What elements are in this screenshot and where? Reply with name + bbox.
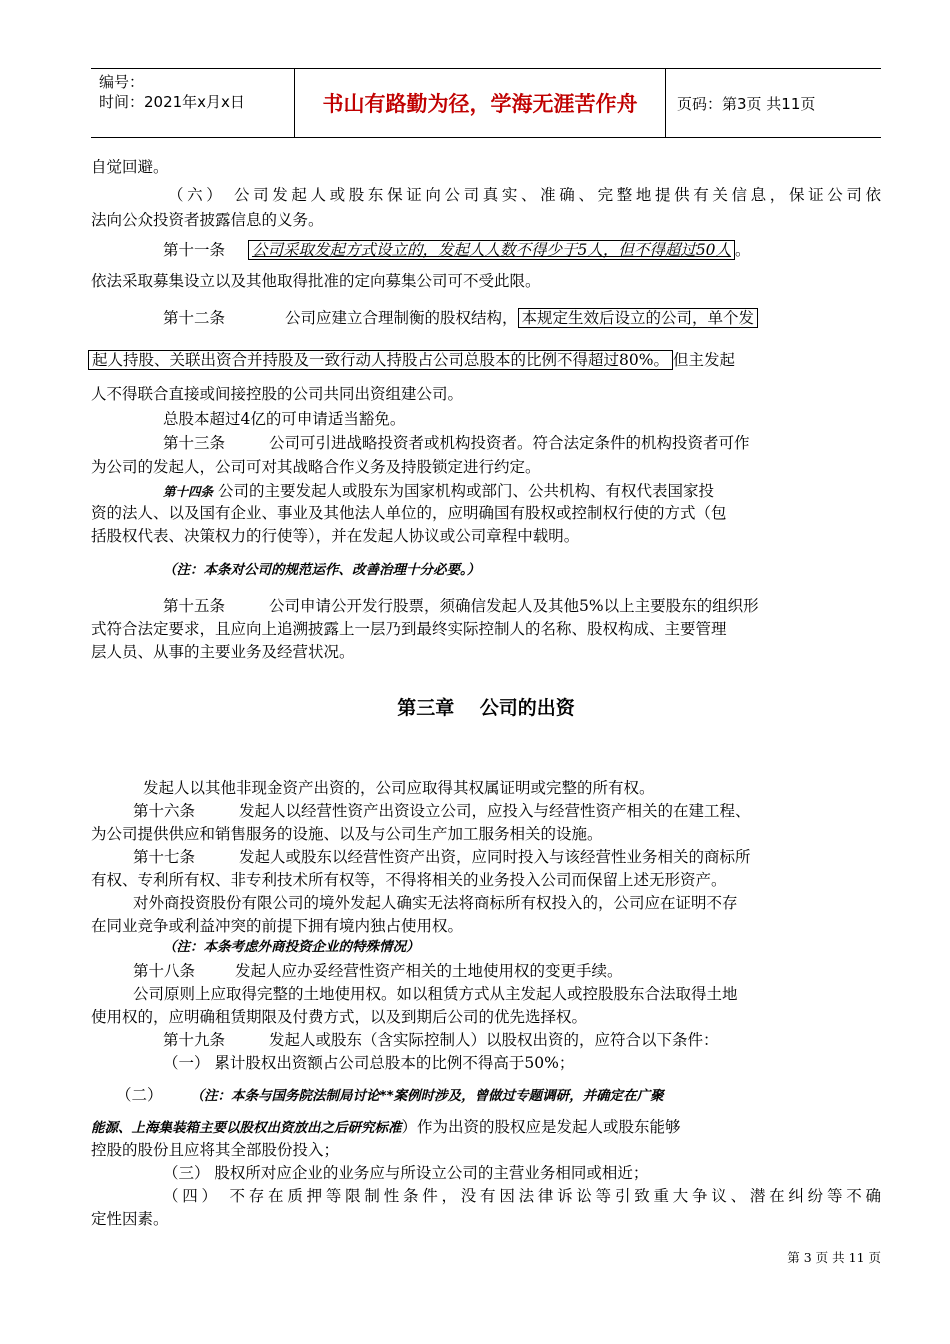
note: 能源、上海集装箱主要以股权出资放出之后研究标准	[91, 1120, 402, 1136]
text-line: （三） 股权所对应企业的业务应与所设立公司的主营业务相同或相近；	[163, 1164, 649, 1182]
clause-2	[116, 1085, 906, 1106]
header-divider	[665, 69, 666, 137]
text-line: （六） 公司发起人或股东保证向公司真实、准确、完整地提供有关信息，保证公司依	[168, 186, 881, 204]
article-18	[133, 961, 923, 981]
chapter-title: 第三章 公司的出资	[397, 697, 575, 719]
text-line: （一） 累计股权出资额占公司总股本的比例不得高于50%；	[163, 1054, 575, 1072]
article-text: 发起人应办妥经营性资产相关的土地使用权的变更手续。	[235, 962, 623, 980]
text-line: 总股本超过4亿的可申请适当豁免。	[163, 410, 406, 428]
text-line: 发起人以其他非现金资产出资的，公司应取得其权属证明或完整的所有权。	[143, 779, 655, 797]
text-line: 自觉回避。	[91, 158, 169, 176]
article-16	[133, 801, 881, 821]
article-number: 第十二条	[163, 309, 226, 327]
text-line: 在同业竞争或利益冲突的前提下拥有境内独占使用权。	[91, 917, 464, 935]
article-13	[163, 433, 881, 453]
article-15	[163, 596, 881, 616]
text-line: 对外商投资股份有限公司的境外发起人确实无法将商标所有权投入的，公司应在证明不存	[133, 894, 738, 912]
article-number: 第十四条	[163, 484, 214, 499]
note: （注：本条对公司的规范运作、改善治理十分必要。）	[163, 562, 481, 578]
page-footer: 第 3 页 共 11 页	[787, 1250, 881, 1265]
text-line: 使用权的，应明确租赁期限及付费方式，以及到期后公司的优先选择权。	[91, 1008, 588, 1026]
article-12	[163, 308, 883, 328]
header-motto: 书山有路勤为径，学海无涯苦作舟	[322, 92, 638, 116]
text-line: 控股的股份且应将其全部股份投入；	[91, 1141, 340, 1159]
text-line: 人不得联合直接或间接控股的公司共同出资组建公司。	[91, 385, 464, 403]
article-text: 发起人或股东（含实际控制人）以股权出资的，应符合以下条件：	[269, 1031, 719, 1049]
article-19	[163, 1030, 950, 1050]
article-text: 公司的主要发起人或股东为国家机构或部门、公共机构、有权代表国家投	[213, 482, 714, 500]
article-text: 公司申请公开发行股票，须确信发起人及其他5%以上主要股东的组织形	[269, 597, 759, 615]
article-number: 第十九条	[163, 1031, 226, 1049]
article-number: 第十六条	[133, 802, 196, 820]
text-line	[91, 1117, 881, 1138]
article-number: 第十三条	[163, 434, 226, 452]
text-line: 资的法人、以及国有企业、事业及其他法人单位的，应明确国有股权或控制权行使的方式（包	[91, 504, 727, 522]
header-meta	[99, 72, 299, 112]
text-line: 公司原则上应取得完整的土地使用权。如以租赁方式从主发起人或控股股东合法取得土地	[133, 985, 738, 1003]
article-14	[163, 481, 881, 502]
text-line: 有权、专利所有权、非专利技术所有权等，不得将相关的业务投入公司而保留上述无形资产。	[91, 871, 727, 889]
text-line: 为公司提供供应和销售服务的设施、以及与公司生产加工服务相关的设施。	[91, 825, 603, 843]
header-number: 编号：	[99, 73, 145, 91]
boxed-clause: 本规定生效后设立的公司，单个发	[518, 308, 759, 328]
punctuation: 。	[735, 241, 751, 259]
note: （注：本条与国务院法制局讨论**案例时涉及，曾做过专题调研，并确定在广聚	[190, 1088, 664, 1104]
text-line: 法向公众投资者披露信息的义务。	[91, 211, 324, 229]
text-line: 定性因素。	[91, 1210, 169, 1228]
article-number: 第十五条	[163, 597, 226, 615]
header-time: 时间：2021年x月x日	[99, 93, 245, 111]
note: （注：本条考虑外商投资企业的特殊情况）	[163, 939, 420, 955]
text-fragment: ）作为出资的股权应是发起人或股东能够	[401, 1118, 681, 1136]
page-header	[91, 68, 881, 138]
text-line: 依法采取募集设立以及其他取得批准的定向募集公司可不受此限。	[91, 272, 541, 290]
text-line: 括股权代表、决策权力的行使等），并在发起人协议或公司章程中载明。	[91, 527, 580, 545]
article-number: 第十八条	[133, 962, 196, 980]
article-11	[163, 240, 903, 260]
clause-number: （二）	[116, 1086, 163, 1104]
text-line: 式符合法定要求，且应向上追溯披露上一层乃到最终实际控制人的名称、股权构成、主要管理	[91, 620, 727, 638]
article-number: 第十一条	[163, 241, 226, 259]
text-fragment: 但主发起	[672, 351, 735, 369]
boxed-clause: 起人持股、关联出资合并持股及一致行动人持股占公司总股本的比例不得超过80%。	[88, 350, 673, 370]
article-text: 发起人以经营性资产出资设立公司，应投入与经营性资产相关的在建工程、	[239, 802, 751, 820]
article-number: 第十七条	[133, 848, 196, 866]
text-line: （四） 不存在质押等限制性条件，没有因法律诉讼等引致重大争议、潜在纠纷等不确	[163, 1187, 881, 1205]
text-line: 为公司的发起人，公司可对其战略合作义务及持股锁定进行约定。	[91, 458, 541, 476]
text-line	[91, 350, 881, 370]
header-page-info: 页码：第3页 共11页	[677, 94, 816, 113]
article-text: 公司可引进战略投资者或机构投资者。符合法定条件的机构投资者可作	[269, 434, 750, 452]
article-text: 公司应建立合理制衡的股权结构，	[285, 309, 518, 327]
highlighted-clause: 公司采取发起方式设立的，发起人人数不得少于5人，但不得超过50人	[248, 240, 735, 260]
text-line: 层人员、从事的主要业务及经营状况。	[91, 643, 355, 661]
article-text: 发起人或股东以经营性资产出资，应同时投入与该经营性业务相关的商标所	[239, 848, 751, 866]
article-17	[133, 847, 881, 867]
